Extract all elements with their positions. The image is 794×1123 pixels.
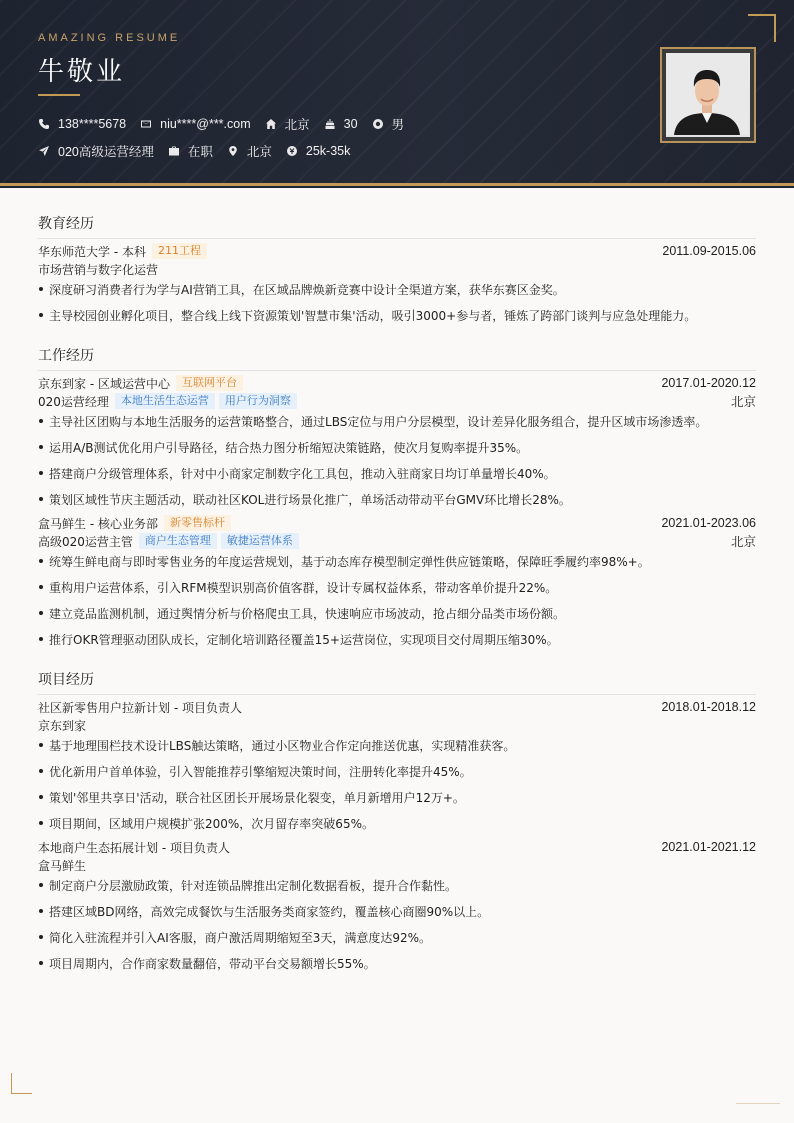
phone-icon <box>38 118 50 130</box>
bullet-dot <box>39 909 43 913</box>
job-role-line <box>38 532 756 550</box>
gender-text: 男 <box>391 118 405 132</box>
header-eyebrow: AMAZING RESUME <box>38 32 181 44</box>
project-org: 盒马鲜生 <box>38 858 87 873</box>
list-item: 主导校园创业孵化项目，整合线上线下资源策划'智慧市集'活动，吸引3000+参与者，锤炼了跨部门谈判与应急处理能力。 <box>38 306 756 324</box>
intent-status <box>168 142 213 160</box>
status-text: 在职 <box>187 145 213 159</box>
list-item: 策划'邻里共享日'活动，联合社区团长开展场景化裂变，单月新增用户12万+。 <box>38 788 756 806</box>
project-date: 2021.01-2021.12 <box>661 840 756 854</box>
coin-icon <box>286 145 298 157</box>
job-role: 020运营经理 <box>38 394 109 409</box>
name-underline <box>38 94 80 96</box>
list-item: 深度研习消费者行为学与AI营销工具，在区域品牌焕新竞赛中设计全渠道方案，获华东赛区金奖。 <box>38 280 756 298</box>
bullet-dot <box>39 497 43 501</box>
corner-ornament-bottom-right <box>736 1103 780 1104</box>
bullet-dot <box>39 287 43 291</box>
list-item: 项目期间，区域用户规模扩张200%，次月留存率突破65%。 <box>38 814 756 832</box>
list-item: 推行OKR管理驱动团队成长，定制化培训路径覆盖15+运营岗位，实现项目交付周期压缩30%。 <box>38 630 756 648</box>
phone-text: 138****5678 <box>58 117 127 131</box>
candidate-name: 牛敬业 <box>38 57 126 87</box>
project-org-line <box>38 716 756 734</box>
project-title-line <box>38 698 756 716</box>
bullet-dot <box>39 611 43 615</box>
job-company-line <box>38 514 756 532</box>
role-tag: 本地生活生态运营 <box>115 393 215 409</box>
age-text: 30 <box>343 117 358 131</box>
bullet-dot <box>39 961 43 965</box>
company-tag: 互联网平台 <box>176 375 243 391</box>
job-date: 2017.01-2020.12 <box>661 376 756 390</box>
job-location: 北京 <box>730 535 756 549</box>
bullet-dot <box>39 883 43 887</box>
list-item: 主导社区团购与本地生活服务的运营策略整合，通过LBS定位与用户分层模型，设计差异化服务组合，提升区域市场渗透率。 <box>38 412 756 430</box>
company-name: 盒马鲜生 - 核心业务部 <box>38 516 158 531</box>
bullet-dot <box>39 821 43 825</box>
profile-photo <box>666 53 750 137</box>
job-intent-row <box>38 142 364 160</box>
education-school-line <box>38 242 756 260</box>
list-item: 简化入驻流程并引入AI客服，商户激活周期缩短至3天，满意度达92%。 <box>38 928 756 946</box>
salary-text: 25k-35k <box>305 144 351 158</box>
resume-header <box>0 0 794 183</box>
hometown-text: 北京 <box>284 118 310 132</box>
section-title-work: 工作经历 <box>38 345 756 371</box>
list-item: 基于地理围栏技术设计LBS触达策略，通过小区物业合作定向推送优惠，实现精准获客。 <box>38 736 756 754</box>
job-location: 北京 <box>730 395 756 409</box>
contact-row <box>38 115 418 133</box>
gender-icon <box>372 118 384 130</box>
role-tag: 用户行为洞察 <box>219 393 297 409</box>
major: 市场营销与数字化运营 <box>38 262 159 277</box>
briefcase-icon <box>168 145 180 157</box>
contact-email <box>140 117 251 131</box>
contact-phone <box>38 117 126 131</box>
bullet-dot <box>39 585 43 589</box>
mail-icon <box>140 118 152 130</box>
bullet-dot <box>39 743 43 747</box>
list-item: 运用A/B测试优化用户引导路径，结合热力图分析缩短决策链路，使次月复购率提升35%。 <box>38 438 756 456</box>
project-org: 京东到家 <box>38 718 87 733</box>
project-org-line <box>38 856 756 874</box>
list-item: 项目周期内，合作商家数量翻倍，带动平台交易额增长55%。 <box>38 954 756 972</box>
job-company-line <box>38 374 756 392</box>
position-text: 020高级运营经理 <box>58 145 154 159</box>
contact-gender <box>372 115 405 133</box>
job-date: 2021.01-2023.06 <box>661 516 756 530</box>
home-icon <box>265 118 277 130</box>
project-name: 本地商户生态拓展计划 - 项目负责人 <box>38 840 230 855</box>
bullet-dot <box>39 559 43 563</box>
bullet-dot <box>39 445 43 449</box>
list-item: 重构用户运营体系，引入RFM模型识别高价值客群，设计专属权益体系，带动客单价提升22%。 <box>38 578 756 596</box>
contact-home <box>265 115 310 133</box>
school-tag: 211工程 <box>152 243 207 259</box>
job-role-line <box>38 392 756 410</box>
header-divider-dark <box>0 186 794 188</box>
city-text: 北京 <box>246 145 272 159</box>
intent-position <box>38 142 154 160</box>
section-title-projects: 项目经历 <box>38 669 756 695</box>
project-title-line <box>38 838 756 856</box>
list-item: 建立竞品监测机制，通过舆情分析与价格爬虫工具，快速响应市场波动，抢占细分品类市场份额。 <box>38 604 756 622</box>
profile-photo-frame <box>660 47 756 143</box>
location-pin-icon <box>227 145 239 157</box>
corner-ornament-bottom-left <box>11 1073 32 1094</box>
list-item: 搭建商户分级管理体系，针对中小商家定制数字化工具包，推动入驻商家日均订单量增长40%。 <box>38 464 756 482</box>
project-date: 2018.01-2018.12 <box>661 700 756 714</box>
bullet-dot <box>39 471 43 475</box>
cake-icon <box>324 118 336 130</box>
bullet-dot <box>39 769 43 773</box>
company-name: 京东到家 - 区域运营中心 <box>38 376 170 391</box>
intent-city <box>227 142 272 160</box>
list-item: 优化新用户首单体验，引入智能推荐引擎缩短决策时间，注册转化率提升45%。 <box>38 762 756 780</box>
bullet-dot <box>39 313 43 317</box>
send-icon <box>38 145 50 157</box>
role-tag: 商户生态管理 <box>139 533 217 549</box>
role-tag: 敏捷运营体系 <box>221 533 299 549</box>
corner-ornament-top-right <box>748 14 776 42</box>
bullet-dot <box>39 637 43 641</box>
project-name: 社区新零售用户拉新计划 - 项目负责人 <box>38 700 242 715</box>
list-item: 搭建区域BD网络，高效完成餐饮与生活服务类商家签约，覆盖核心商圈90%以上。 <box>38 902 756 920</box>
education-major-line <box>38 260 756 278</box>
list-item: 策划区域性节庆主题活动，联动社区KOL进行场景化推广，单场活动带动平台GMV环比增长28%。 <box>38 490 756 508</box>
company-tag: 新零售标杆 <box>164 515 231 531</box>
bullet-dot <box>39 419 43 423</box>
bullet-dot <box>39 795 43 799</box>
list-item: 制定商户分层激励政策，针对连锁品牌推出定制化数据看板，提升合作黏性。 <box>38 876 756 894</box>
contact-age <box>324 117 358 131</box>
education-date: 2011.09-2015.06 <box>662 244 756 258</box>
email-text: niu****@***.com <box>160 117 251 131</box>
list-item: 统筹生鲜电商与即时零售业务的年度运营规划，基于动态库存模型制定弹性供应链策略，保障旺季履约率98%+。 <box>38 552 756 570</box>
section-title-education: 教育经历 <box>38 213 756 239</box>
school-degree: 华东师范大学 - 本科 <box>38 244 146 259</box>
intent-salary <box>286 144 350 158</box>
job-role: 高级020运营主管 <box>38 534 133 549</box>
bullet-dot <box>39 935 43 939</box>
